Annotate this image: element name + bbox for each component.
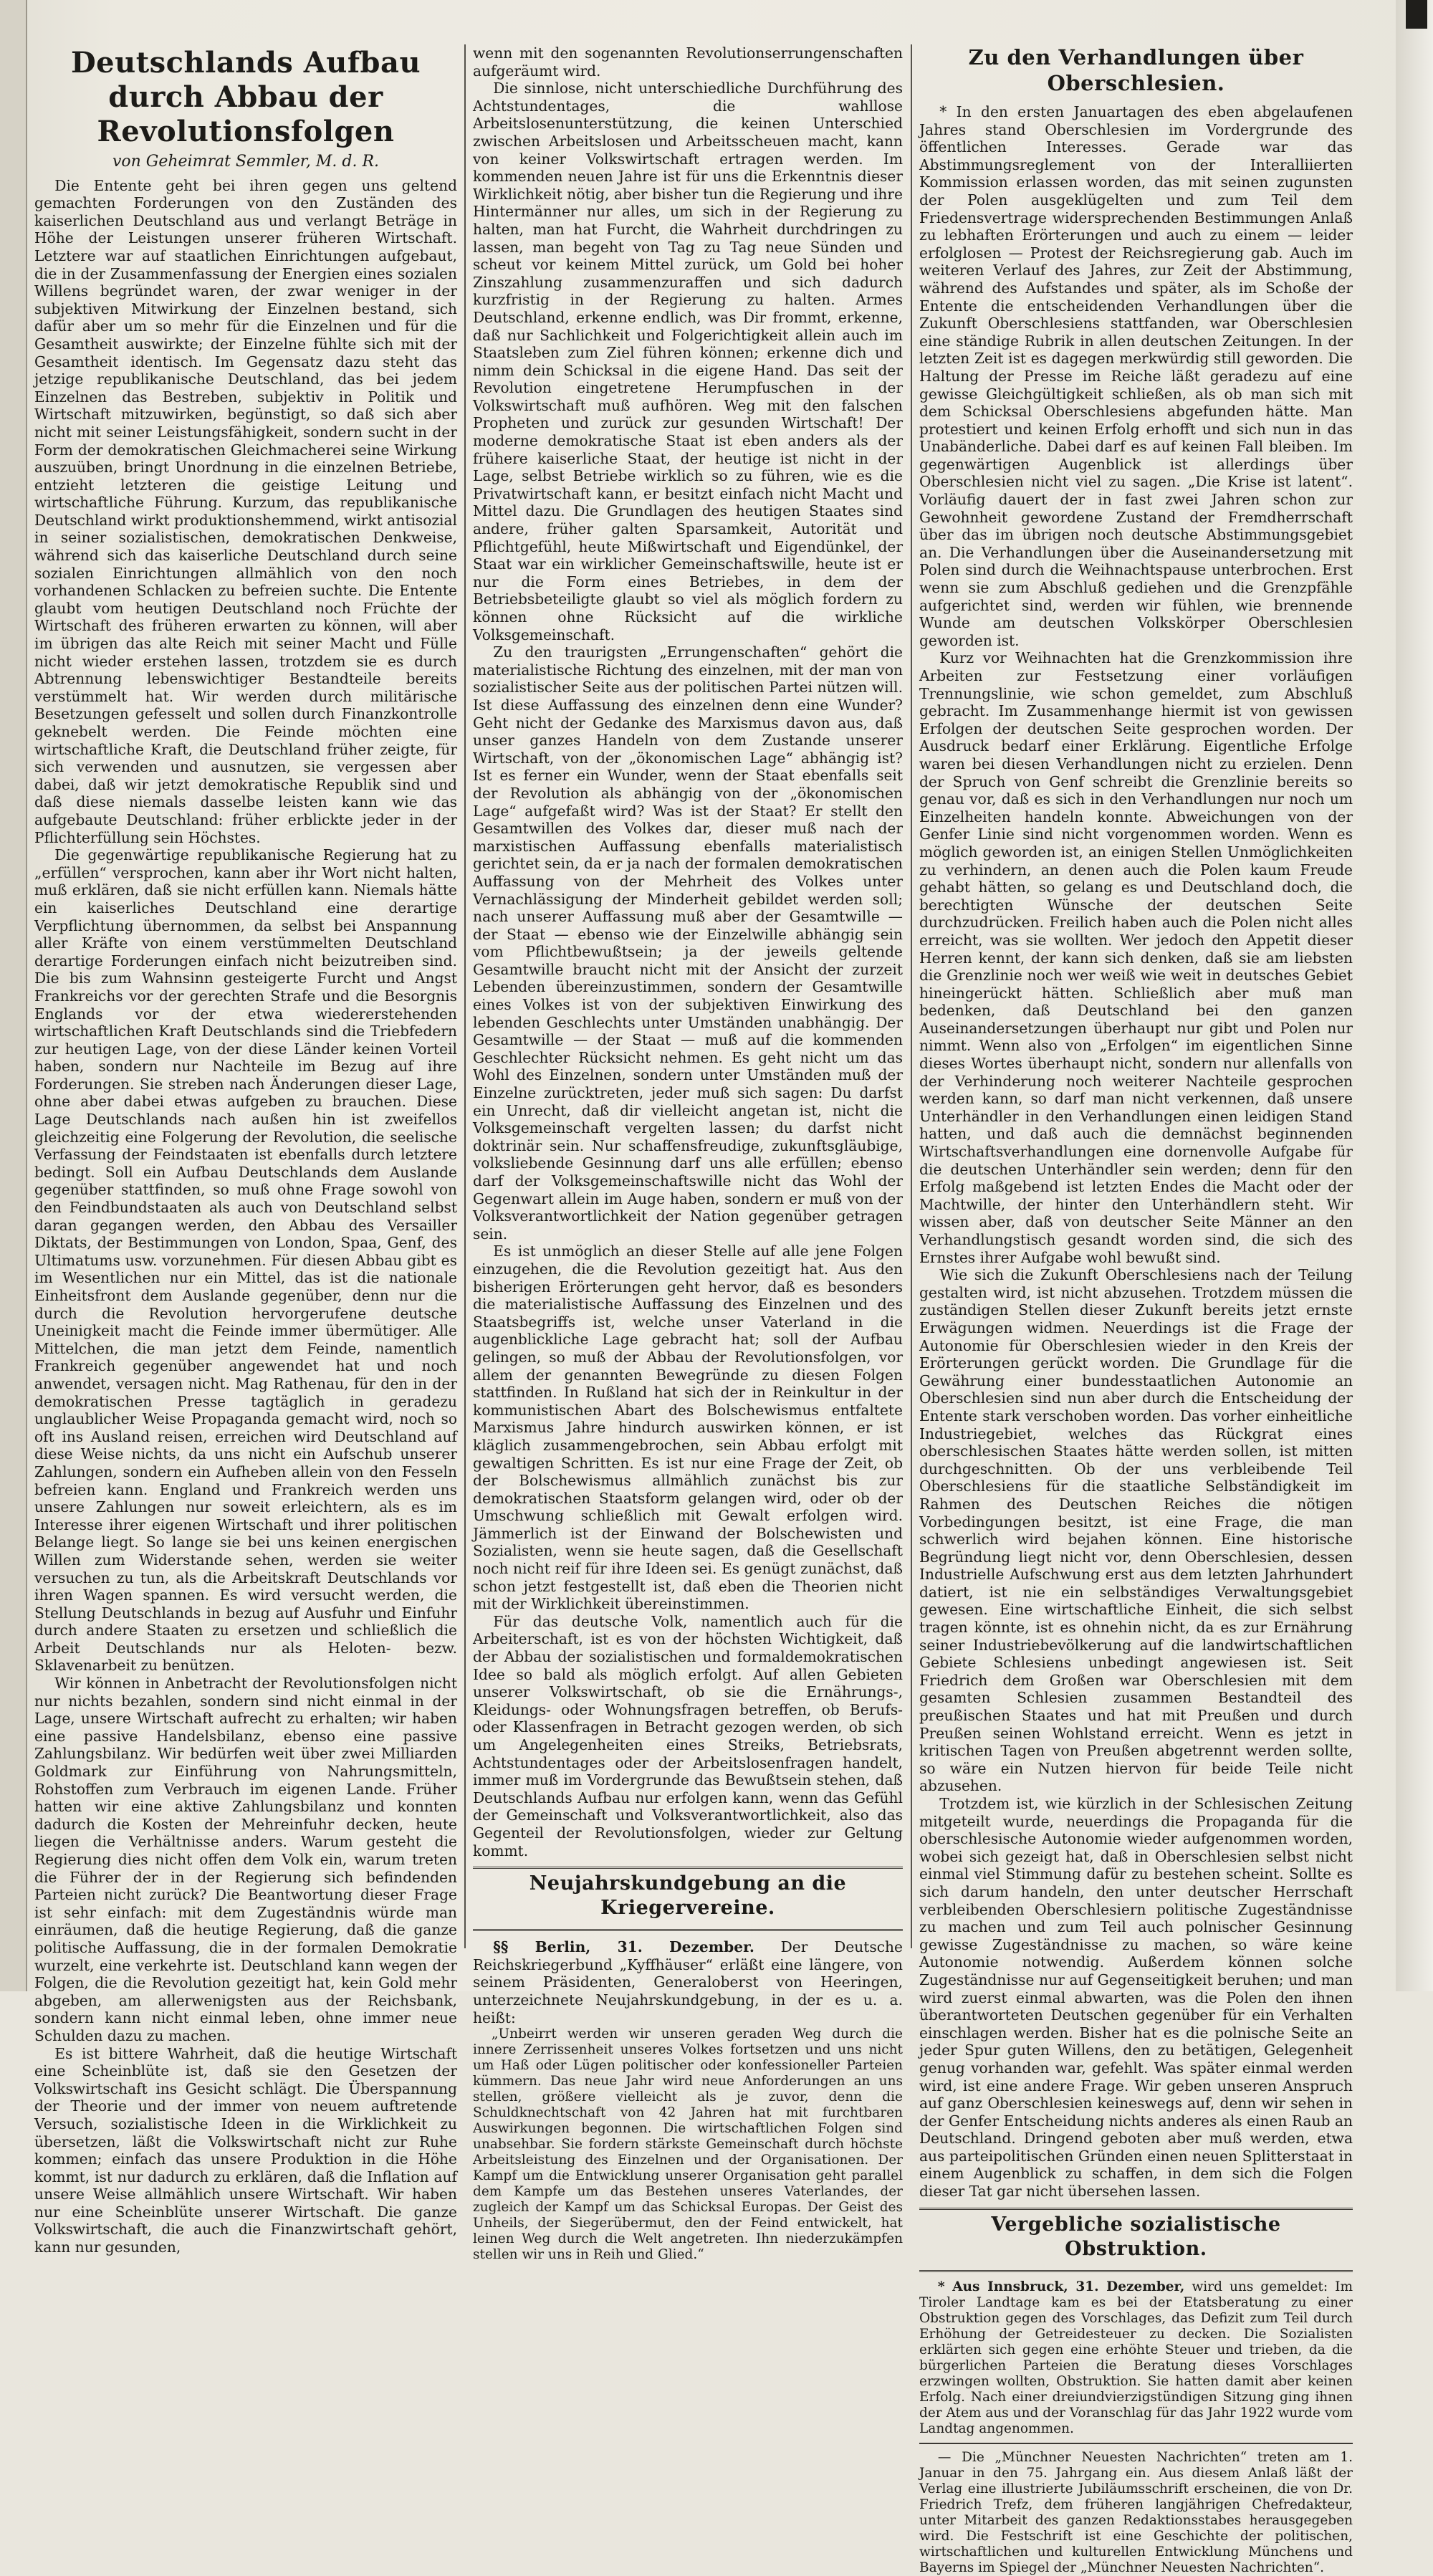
column-2 [473,44,903,2263]
article-paragraph: Wir können in Anbetracht der Revolutionsfolgen nicht nur nichts bezahlen, sondern sind nicht einmal in der Lage, unsere Wirtschaft aufrecht zu erhalten; wir haben eine passive Handelsbilanz, ebenso eine passive Zahlungsbilanz. Wir bedürfen weit über zwei Milliarden Goldmark zur Einführung von Nahrungsmitteln, Rohstoffen zum Verbrauch im eigenen Lande. Früher hatten wir eine aktive Zahlungsbilanz und konnten dadurch die Kosten der Mehreinfuhr decken, heute liegen die Verhältnisse anders. Warum gesteht die Regierung dies nicht offen dem Volk ein, warum treten die Führer der in der Regierung sich befindenden Parteien nicht zurück? Die Beantwortung dieser Frage ist sehr einfach: mit dem Zugeständnis würde man einräumen, daß die heutige Regierung, daß die ganze politische Auffassung, die in der formalen Demokratie wurzelt, eine verkehrte ist. Deutschland kann wegen der Folgen, die die Revolution gezeitigt hat, kein Gold mehr abgeben, am allerwenigsten aus der Reichsbank, sondern kann nicht einmal leben, ohne immer neue Schulden dazu zu machen. [34,1675,457,2044]
article-title: Neujahrskundgebung an die Kriegervereine. [529,1872,847,1920]
article-paragraph: Die Entente geht bei ihren gegen uns geltend gemachten Forderungen von den Zuständen des kaiserlichen Deutschland aus und verlangt Beträge in Höhe der Leistungen unserer früheren Wirtschaft. Letztere war auf staatlichen Einrichtungen aufgebaut, die in der Zusammenfassung der Energien eines sozialen Willens begründet waren, der zwar weniger in der subjektiven Mitwirkung der Einzelnen bestand, sich dafür aber um so mehr für die Einzelnen und für die Gesamtheit auswirkte; der Einzelne fühlte sich mit der Gesamtheit identisch. Im Gegensatz dazu steht das jetzige republikanische Deutschland, das bei jedem Einzelnen das Bestreben, subjektiv in Politik und Wirtschaft mitzuwirken, begünstigt, so daß sich aber nicht mit seiner Leistungsfähigkeit, sondern sucht in der Form der demokratischen Gleichmacherei seine Wirkung auszuüben, bringt Unordnung in die einzelnen Betriebe, entzieht letzteren die geistige Leitung und wirtschaftliche Führung. Kurzum, das republikanische Deutschland wirkt produktionshemmend, wirkt antisozial in seiner sozialistischen, demokratischen Denkweise, während sich das kaiserliche Deutschland durch seine sozialen Einrichtungen allmählich von den noch vorhandenen Schlacken zu befreien suchte. Die Entente glaubt vom heutigen Deutschland noch Früchte der Wirtschaft des früheren erwarten zu können, will aber im übrigen das alte Reich mit seiner Macht und Fülle nicht wieder erstehen lassen, trotzdem sie es durch Abtrennung lebenswichtiger Bestandteile bereits verstümmelt hat. Wir werden durch militärische Besetzungen gefesselt und sollen durch Finanzkontrolle geknebelt werden. Die Feinde möchten eine wirtschaftliche Kraft, die Deutschland früher zeigte, für sich verwenden und ausnutzen, sie vergessen aber dabei, daß wir jetzt demokratische Republik sind und daß diese niemals dasselbe leisten kann wie das aufgebaute Deutschland: früher erblickte jeder in der Pflichterfüllung sein Höchstes. [34,176,457,846]
article-dateline: * Aus Innsbruck, 31. Dezember, [937,2279,1185,2294]
article-paragraph: Für das deutsche Volk, namentlich auch für die Arbeiterschaft, ist es von der höchsten Wichtigkeit, daß der Abbau der sozialistischen und formaldemokratischen Idee so bald als möglich erfolgt. Auf allen Gebieten unserer Volkswirtschaft, ob sie die Ernährungs-, Kleidungs- oder Wohnungsfragen betreffen, ob Berufs- oder Klassenfragen in Betracht gezogen werden, ob sich um Angelegenheiten eines Streiks, Betriebsrats, Achtstundentages oder der Arbeitslosenfragen handelt, immer muß im Vordergrunde das Bewußtsein stehen, daß Deutschlands Aufbau nur erfolgen kann, wenn das Gefühl der Gemeinschaft und Volksverantwortlichkeit, also das Gegenteil der Revolutionsfolgen, wieder zur Geltung kommt. [473,1612,903,1859]
article-paragraph: Die gegenwärtige republikanische Regierung hat zu „erfüllen“ versprochen, kann aber ihr Wort nicht halten, muß erklären, daß sie nicht erfüllen kann. Niemals hätte ein kaiserliches Deutschland eine derartige Verpflichtung übernommen, da selbst bei Anspannung aller Kräfte von einem verstümmelten Deutschland derartige Forderungen einfach nicht beizutreiben sind. Die bis zum Wahnsinn gesteigerte Furcht und Angst Frankreichs vor der gerechten Strafe und die Besorgnis Englands vor der etwa wiedererstehenden wirtschaftlichen Kraft Deutschlands sind die Triebfedern zur heutigen Lage, von der diese Länder keinen Vorteil haben, sondern nur Nachteile im Bezug auf ihre Forderungen. Sie streben nach Änderungen dieser Lage, ohne aber dabei etwas aufgeben zu brauchen. Diese Lage Deutschlands nach außen hin ist zweifellos gleichzeitig eine Folgerung der Revolution, die seelische Verfassung der Feindstaaten ist ebenfalls durch letztere bedingt. Soll ein Aufbau Deutschlands dem Auslande gegenüber stattfinden, so muß ohne Frage sowohl von den Feindbundstaaten als auch von Deutschland selbst daran gegangen werden, den Abbau des Versailler Diktats, der Bestimmungen von London, Spaa, Genf, des Ultimatums usw. vorzunehmen. Für diesen Abbau gibt es im Wesentlichen nur ein Mittel, das ist die nationale Einheitsfront dem Auslande gegenüber, denn nur die durch die Revolution hervorgerufene deutsche Uneinigkeit macht die Feinde immer übermütiger. Alle Mittelchen, die man jetzt dem Feinde, namentlich Frankreich gegenüber angewendet hat und noch anwendet, versagen nicht. Mag Rathenau, für den in der demokratischen Presse tagtäglich in geradezu unglaublicher Weise Propaganda gemacht wird, noch so oft ins Ausland reisen, erreichen wird Deutschland auf diese Weise nichts, da uns nicht ein Aufschub unserer Zahlungen, sondern ein Aufheben allein von den Fesseln befreien kann. England und Frankreich werden uns unsere Zahlungen nur soweit erleichtern, als es im Interesse ihrer eigenen Wirtschaft und ihrer politischen Belange liegt. So lange sie bei uns keinen energischen Willen zum Widerstande sehen, werden sie weiter versuchen zu tun, als die Arbeitskraft Deutschlands vor ihren Wagen spannen. Es wird versucht werden, die Stellung Deutschlands in bezug auf Ausfuhr und Einfuhr durch andere Staaten zu ersetzen und schließlich die Arbeit Deutschlands nur als Heloten- bezw. Sklavenarbeit zu benützen. [34,846,457,1675]
page-binding-edge [0,0,27,1991]
article-heading-box [473,1867,903,1931]
article-paragraph: Trotzdem ist, wie kürzlich in der Schlesischen Zeitung mitgeteilt wurde, neuerdings die Propaganda für die oberschlesische Autonomie wieder aufgenommen worden, wobei sich gezeigt hat, daß in Oberschlesien selbst nicht einmal viel Stimmung dafür zu bestehen scheint. Sollte es sich darum handeln, den unter deutscher Herrschaft verbleibenden Oberschlesiern politische Zugeständnisse zu machen und zum Teil auch polnischer Gesinnung gewisse Zugeständnisse zu machen, so wäre keine Autonomie notwendig. Außerdem können solche Zugeständnisse nur auf Gegenseitigkeit beruhen; und man wird zuerst einmal abwarten, was die Polen den ihnen überantworteten Deutschen gegenüber für ein Verhalten einschlagen werden. Bisher hat es die polnische Seite an jeder Spur guten Willens, den zu betätigen, Gelegenheit genug vorhanden war, gefehlt. Was später einmal werden wird, ist eine andere Frage. Wir geben unseren Anspruch auf ganz Oberschlesien keineswegs auf, denn wir sehen in der Genfer Entscheidung nichts anderes als einen Raub an Deutschland. Dringend geboten aber muß werden, etwa aus parteipolitischen Gründen einen neuen Splitterstaat in einem Augenblick zu schaffen, in dem sich die Folgen dieser Tat gar nicht übersehen lassen. [919,1795,1353,2201]
page-right-edge [1396,0,1433,1991]
article-paragraph: Die sinnlose, nicht unterschiedliche Durchführung des Achtstundentages, die wahllose Arbeitslosenunterstützung, die keinen Unterschied zwischen Arbeitslosen und Arbeitsscheuen macht, kann von keiner Volkswirtschaft ertragen werden. Im kommenden neuen Jahre ist für uns die Erkenntnis dieser Wirklichkeit nötig, aber bisher tun die Regierung und ihre Hintermänner nur alles, um sich in der Regierung zu halten, man hat Furcht, die Wahrheit durchdringen zu lassen, man begeht von Tag zu Tag neue Sünden und scheut vor keinem Mittel zurück, um Gold bei hoher Zinszahlung zusammenzuraffen und sich dadurch kurzfristig in der Regierung zu halten. Armes Deutschland, erkenne endlich, was Dir frommt, erkenne, daß nur Sachlichkeit und Folgerichtigkeit allein auch im Staatsleben zum Ziel führen können; erkenne dich und nimm dein Schicksal in die eigene Hand. Das seit der Revolution eingetretene Herumpfuschen in der Volkswirtschaft muß aufhören. Weg mit den falschen Propheten und zurück zur gesunden Wirtschaft! Der moderne demokratische Staat ist eben anders als der frühere kaiserliche Staat, der heutige ist nicht in der Lage, selbst Betriebe wirklich so zu führen, wie es die Privatwirtschaft kann, er besitzt einfach nicht Macht und Mittel dazu. Die Grundlagen des heutigen Staates sind andere, früher galten Sparsamkeit, Autorität und Pflichtgefühl, heute Mißwirtschaft und Eigendünkel, der Staat war ein wirklicher Gemeinschaftswille, heute ist er nur die Form eines Betriebes, in dem der Betriebsbeteiligte glaubt so viel als möglich fordern zu können ohne Rücksicht auf die wirkliche Volksgemeinschaft. [473,80,903,643]
corner-tab-mark [1406,0,1427,29]
article-byline: von Geheimrat Semmler, M. d. R. [112,153,380,171]
article-heading-box [919,2208,1353,2272]
article-title: Zu den Verhandlungen über Oberschlesien. [968,45,1304,95]
section-divider [919,2443,1353,2444]
article-paragraph: wenn mit den sogenannten Revolutionserrungenschaften aufgeräumt wird. [473,44,903,80]
article-paragraph: Wie sich die Zukunft Oberschlesiens nach der Teilung gestalten wird, ist nicht abzusehen. Trotzdem müssen die zuständigen Stellen dieser Zukunft bereits jetzt ernste Erwägungen widmen. Neuerdings ist die Frage der Autonomie für Oberschlesien wieder in den Kreis der Erörterungen gerückt worden. Die Grundlage für die Gewährung einer bundesstaatlichen Autonomie an Oberschlesien sind nun aber durch die Entscheidung der Entente stark verschoben worden. Das vorher einheitliche Industriegebiet, welches das Rückgrat eines oberschlesischen Staates hätte werden sollen, ist mitten durchgeschnitten. Ob der uns verbleibende Teil Oberschlesiens für die staatliche Selbständigkeit im Rahmen des Deutschen Reiches die nötigen Vorbedingungen besitzt, ist eine Frage, die man schwerlich wird bejahen können. Eine historische Begründung liegt nicht vor, denn Oberschlesien, dessen Industrielle Aufschwung erst aus dem letzten Jahrhundert datiert, ist nie ein selbständiges Verwaltungsgebiet gewesen. Eine wirtschaftliche Einheit, die sich selbst tragen könnte, ist es ohnehin nicht, da es zur Ernährung seiner Industriebevölkerung auf die landwirtschaftlichen Gebiete Schlesiens unbedingt angewiesen ist. Seit Friedrich dem Großen war Oberschlesien mit dem gesamten Schlesien zusammen Bestandteil des preußischen Staates und hat mit Preußen und durch Preußen seinen Wohlstand erreicht. Wenn es jetzt in kritischen Tagen von Preußen abgetrennt werden sollte, so wäre ein Nutzen hiervon für beide Teile nicht abzusehen. [919,1266,1353,1795]
article-paragraph: Es ist unmöglich an dieser Stelle auf alle jene Folgen einzugehen, die die Revolution gezeitigt hat. Aus den bisherigen Erörterungen geht hervor, daß es besonders die materialistische Auffassung des Einzelnen und des Staatsbegriffs ist, welche unser Vaterland in die augenblickliche Lage gebracht hat; soll der Aufbau gelingen, so muß der Abbau der Revolutionsfolgen, vor allem der genannten Bewegründe zu diesen Folgen stattfinden. In Rußland hat sich der in Reinkultur in der kommunistischen Abart des Bolschewismus entfaltete Marxismus Jahre hindurch auswirken können, er ist kläglich zusammengebrochen, sein Abbau erfolgt mit gewaltigen Schritten. Es ist nur eine Frage der Zeit, ob der Bolschewismus allmählich zunächst bis zur demokratischen Staatsform gelangen wird, oder ob der Umschwung schließlich mit Gewalt erfolgen wird. Jämmerlich ist der Einwand der Bolschewisten und Sozialisten, wenn sie heute sagen, daß die Gesellschaft noch nicht reif für ihre Ideen sei. Es genügt zunächst, daß schon jetzt festgestellt ist, daß eben die Theorien nicht mit der Wirklichkeit übereinstimmen. [473,1242,903,1613]
column-rule [464,44,466,1948]
column-3 [919,44,1353,2575]
article-body: wird uns gemeldet: Im Tiroler Landtage kam es bei der Etatsberatung zu einer Obstruktion gegen des Vorschlages, das Defizit zum Teil durch Erhöhung der Getreidesteuer zu decken. Die Sozialisten erklärten sich gegen eine erhöhte Steuer und trieben, da die bürgerlichen Parteien die Beratung dieses Vorschlages erzwingen wollten, Obstruktion. Sie hatten damit aber keinen Erfolg. Nach einer dreiundvierzigstündigen Sitzung ging ihnen der Atem aus und der Voranschlag für das Jahr 1922 wurde vom Landtag angenommen. [919,2279,1353,2436]
notice-text: — Die „Münchner Neuesten Nachrichten“ treten am 1. Januar in den 75. Jahrgang ein. Aus diesem Anlaß läßt der Verlag eine illustrierte Jubiläumsschrift erscheinen, die von Dr. Friedrich Trefz, dem früheren langjährigen Chefredakteur, unter Mitarbeit des ganzen Redaktionsstabes herausgegeben wird. Die Festschrift ist eine Geschichte der politischen, wirtschaftlichen und kulturellen Entwicklung Münchens und Bayerns im Spiegel der „Münchner Neuesten Nachrichten“. [919,2449,1353,2575]
article-paragraph: * In den ersten Januartagen des eben abgelaufenen Jahres stand Oberschlesien im Vordergrunde des öffentlichen Interesses. Gerade war das Abstimmungsreglement von der Interalliierten Kommission erlassen worden, das mit seinen zugunsten der Polen ausgeklügelten und zum Teil dem Friedensvertrage widersprechenden Bestimmungen Anlaß zu lebhaften Erörterungen und auch zu einem — leider erfolglosen — Protest der Reichsregierung gab. Auch im weiteren Verlauf des Jahres, zur Zeit der Abstimmung, während des Aufstandes und später, als im Schoße der Entente die entscheidenden Verhandlungen über die Zukunft Oberschlesiens stattfanden, war Oberschlesien eine ständige Rubrik in allen deutschen Zeitungen. In der letzten Zeit ist es dagegen merkwürdig still geworden. Die Haltung der Presse im Reiche läßt geradezu auf eine gewisse Gleichgültigkeit schließen, als ob man sich mit dem Schicksal Oberschlesiens abgefunden hätte. Man protestiert und keinen Erfolg erhofft und sich nun in das Unabänderliche. Dabei darf es auf keinen Fall bleiben. Im gegenwärtigen Augenblick ist allerdings über Oberschlesien nicht viel zu sagen. „Die Krise ist latent“. Vorläufig dauert der in fast zwei Jahren schon zur Gewohnheit gewordene Zustand der Fremdherrschaft über das im übrigen noch deutsche Abstimmungsgebiet an. Die Verhandlungen über die Auseinandersetzung mit Polen sind durch die Weihnachtspause unterbrochen. Erst wenn sie zum Abschluß gediehen und die Grenzpfähle aufgerichtet sind, werden wir fühlen, wie brennende Wunde am deutschen Volkskörper Oberschlesien geworden ist. [919,103,1353,649]
article-paragraph: Zu den traurigsten „Errungenschaften“ gehört die materialistische Richtung des einzelnen, mit der man von sozialistischer Seite aus der politischen Partei nützen will. Ist diese Auffassung des einzelnen denn eine Wunder? Geht nicht der Gedanke des Marxismus davon aus, daß unser ganzes Handeln von dem Zustande unserer Wirtschaft, von der „ökonomischen Lage“ abhängig ist? Ist es ferner ein Wunder, wenn der Staat ebenfalls seit der Revolution als abhängig von der „ökonomischen Lage“ aufgefaßt wird? Was ist der Staat? Er stellt den Gesamtwillen des Volkes dar, dieser muß nach der marxistischen Auffassung ebenfalls materialistisch gerichtet sein, da er ja nach der formalen demokratischen Auffassung von der Mehrheit des Volkes unter Vernachlässigung der Minderheit gebildet werden soll; nach unserer Auffassung muß aber der Gesamtwille — der Staat — ebenso wie der Einzelwille abhängig sein vom Pflichtbewußtsein; ja der jeweils geltende Gesamtwille braucht nicht mit der Ansicht der zurzeit Lebenden übereinzustimmen, sondern der Gesamtwille eines Volkes ist von der subjektiven Einwirkung des lebenden Geschlechts unter Umständen unabhängig. Der Gesamtwille — der Staat — muß auf die kommenden Geschlechter Rücksicht nehmen. Es geht nicht um das Wohl des Einzelnen, sondern unter Umständen muß der Einzelne zurücktreten, jeder muß sich sagen: Du darfst ein Unrecht, daß dir vielleicht angetan ist, nicht die Volksgemeinschaft vergelten lassen; du darfst nicht doktrinär sein. Nur schaffensfreudige, zukunftsgläubige, volksliebende Gesinnung darf uns alle erfüllen; ebenso darf der Volksgemeinschaftswille nicht das Wohl der Gegenwart allein im Auge haben, sondern er muß von der Volksverantwortlichkeit der Nation gegenüber getragen sein. [473,643,903,1242]
article-intro: Der Deutsche Reichskriegerbund „Kyffhäuser“ erläßt eine längere, von seinem Präsidenten, Generaloberst von Heeringen, unterzeichnete Neujahrskundgebung, in der es u. a. heißt: [473,1938,903,2026]
column-rule [911,44,912,1948]
article-title: Deutschlands Aufbau durch Abbau der Revolutionsfolgen [70,46,421,148]
article-paragraph: Kurz vor Weihnachten hat die Grenzkommission ihre Arbeiten zur Festsetzung einer vorläufigen Trennungslinie, wie schon gemeldet, zum Abschluß gebracht. Im Zusammenhange hiermit ist von gewissen Erfolgen der deutschen Seite gesprochen worden. Der Ausdruck bedarf einer Erklärung. Eigentliche Erfolge waren bei diesen Verhandlungen nicht zu erzielen. Denn der Spruch von Genf schreibt die Grenzlinie bereits so genau vor, daß es sich in den Verhandlungen nur noch um Einzelheiten handeln konnte. Abweichungen von der Genfer Linie sind nicht vorgenommen worden. Wenn es möglich geworden ist, an einigen Stellen Unmöglichkeiten zu verhindern, an denen auch die Polen kaum Freude gehabt hätten, so gelang es und Deutschland doch, die berechtigten Wünsche der deutschen Seite durchzudrücken. Freilich haben auch die Polen nicht alles erreicht, was sie wollten. Wer jedoch den Appetit dieser Herren kennt, der kann sich denken, daß sie am liebsten die Grenzlinie noch wer weiß wie weit in deutsches Gebiet hineingerückt hätten. Schließlich aber muß man bedenken, daß Deutschland bei den ganzen Auseinandersetzungen überhaupt nur gibt und Polen nur nimmt. Wenn also von „Erfolgen“ im eigentlichen Sinne dieses Wortes überhaupt nicht, sondern nur allenfalls von der Verhinderung noch weiterer Nachteile gesprochen werden kann, so darf man nicht verkennen, daß unsere Unterhändler in den Verhandlungen einen leidigen Stand hatten, und daß auch die demnächst beginnenden Wirtschaftsverhandlungen eine dornenvolle Aufgabe für die deutschen Unterhändler sein werden; denn für den Erfolg maßgebend ist letzten Endes die Macht oder der Machtwille, der hinter den Unterhändlern steht. Wir wissen aber, daß von deutscher Seite Männer an den Verhandlungstisch gesandt worden sind, die sich des Ernstes ihrer Aufgabe wohl bewußt sind. [919,649,1353,1266]
article-quote: „Unbeirrt werden wir unseren geraden Weg durch die innere Zerrissenheit unseres Volkes fortsetzen und uns nicht um Haß oder Lügen politischer oder konfessioneller Parteien kümmern. Das neue Jahr wird neue Anforderungen an uns stellen, größere vielleicht als je zuvor, denn die Schuldknechtschaft von 42 Jahren hat mit furchtbaren Auswirkungen begonnen. Die wirtschaftlichen Folgen sind unabsehbar. Sie fordern stärkste Gemeinschaft durch höchste Arbeitsleistung des Einzelnen und der Organisationen. Der Kampf um die Entwicklung unserer Organisation geht parallel dem Kampfe um das Bestehen unseres Vaterlandes, der zugleich der Kampf um das Schicksal Europas. Der Geist des Unheils, der Siegerübermut, den der Feind entwickelt, hat leinen Weg durch die Welt angetreten. Ihn niederzukämpfen stellen wir uns in Reih und Glied.“ [473,2026,903,2263]
article-title: Vergebliche sozialistische Obstruktion. [991,2213,1281,2260]
article-dateline: §§ Berlin, 31. Dezember. [493,1938,754,1956]
column-1 [34,44,457,2256]
article-paragraph: Es ist bittere Wahrheit, daß die heutige Wirtschaft eine Scheinblüte ist, daß sie den Gesetzen der Volkswirtschaft ins Gesicht schlägt. Die Überspannung der Theorie und der immer von neuem auftretende Versuch, sozialistische Ideen in die Wirklichkeit zu übersetzen, läßt die Volkswirtschaft nicht zur Ruhe kommen; einfach das unsere Produktion in die Höhe kommt, ist nur dadurch zu erklären, daß die Inflation auf unsere Weise allmählich unsere Wirtschaft. Wir haben nur eine Scheinblüte unserer Wirtschaft. Die ganze Volkswirtschaft, die auch die Finanzwirtschaft gehört, kann nur gesunden, [34,2044,457,2256]
